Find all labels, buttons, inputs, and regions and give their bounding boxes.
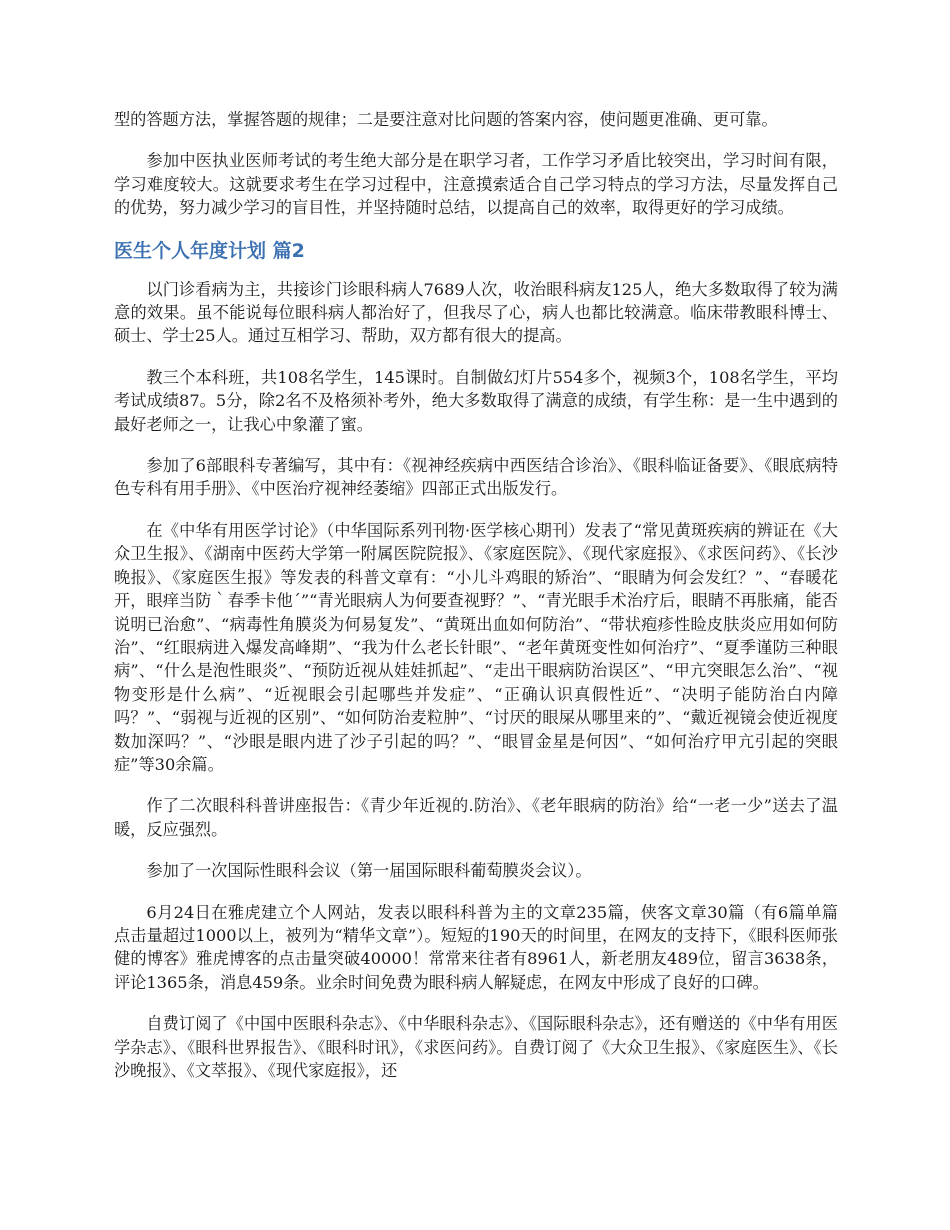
section-paragraph-4: 在《中华有用医学讨论》（中华国际系列刊物·医学核心期刊）发表了“常见黄斑疾病的辨证在《大众卫生报》、《湖南中医药大学第一附属医院院报》、《家庭医院》、《现代家庭报》、《求医问药》、《长沙晚报》、《家庭医生报》等发表的科普文章有：“小儿斗鸡眼的矫治”、“眼睛为何会发红？”、“春暖花开，眼痒当防｀春季卡他´”“青光眼病人为何要查视野？”、“青光眼手术治疗后，眼睛不再胀痛，能否说明已治愈”、“病毒性角膜炎为何易复发”、“黄斑出血如何防治”、“带状疱疹性睑皮肤炎应用如何防治”、“红眼病进入爆发高峰期”、“我为什么老长针眼”、“老年黄斑变性如何治疗”、“夏季谨防三种眼病”、“什么是泡性眼炎”、“预防近视从娃娃抓起”、“走出干眼病防治误区”、“甲亢突眼怎么治”、“视物变形是什么病”、“近视眼会引起哪些并发症”、“正确认识真假性近”、“决明子能防治白内障吗？”、“弱视与近视的区别”、“如何防治麦粒肿”、“讨厌的眼屎从哪里来的”、“戴近视镜会使近视度数加深吗？”、“沙眼是眼内进了沙子引起的吗？”、“眼冒金星是何因”、“如何治疗甲亢引起的突眼症”等30余篇。: [114, 520, 838, 774]
intro-paragraph-2: 参加中医执业医师考试的考生绝大部分是在职学习者，工作学习矛盾比较突出，学习时间有限，学习难度较大。这就要求考生在学习过程中，注意摸索适合自己学习特点的学习方法，尽量发挥自己的优势，努力减少学习的盲目性，并坚持随时总结，以提高自己的效率，取得更好的学习成绩。: [114, 151, 838, 218]
section-paragraph-5: 作了二次眼科科普讲座报告：《青少年近视的.防治》、《老年眼病的防治》给“一老一少”送去了温暖，反应强烈。: [114, 796, 838, 839]
section-heading: 医生个人年度计划 篇2: [114, 239, 305, 262]
section-paragraph-7: 6月24日在雅虎建立个人网站，发表以眼科科普为主的文章235篇，侠客文章30篇（有6篇单篇点击量超过1000以上，被列为“精华文章”）。短短的190天的时间里，在网友的支持下，《眼科医师张健的博客》雅虎博客的点击量突破40000！常常来往者有8961人，新老朋友489位，留言3638条，评论1365条，消息459条。业余时间免费为眼科病人解疑虑，在网友中形成了良好的口碑。: [114, 902, 838, 992]
intro-paragraph-1: 型的答题方法，掌握答题的规律；二是要注意对比问题的答案内容，使问题更准确、更可靠。: [114, 110, 778, 129]
section-paragraph-2: 教三个本科班，共108名学生，145课时。自制做幻灯片554多个，视频3个，108名学生，平均考试成绩87。5分，除2名不及格须补考外，绝大多数取得了满意的成绩，有学生称：是一生中遇到的最好老师之一，让我心中象灌了蜜。: [114, 367, 838, 434]
section-paragraph-3: 参加了6部眼科专著编写，其中有：《视神经疾病中西医结合诊治》、《眼科临证备要》、《眼底病特色专科有用手册》、《中医治疗视神经萎缩》四部正式出版发行。: [114, 456, 838, 499]
section-paragraph-8: 自费订阅了《中国中医眼科杂志》、《中华眼科杂志》、《国际眼科杂志》，还有赠送的《中华有用医学杂志》、《眼科世界报告》、《眼科时讯》，《求医问药》。自费订阅了《大众卫生报》、《家庭医生》、《长沙晚报》、《文萃报》、《现代家庭报》，还: [114, 1014, 838, 1080]
section-paragraph-1: 以门诊看病为主，共接诊门诊眼科病人7689人次，收治眼科病友125人，绝大多数取得了较为满意的效果。虽不能说每位眼科病人都治好了，但我尽了心，病人也都比较满意。临床带教眼科博士、硕士、学士25人。通过互相学习、帮助，双方都有很大的提高。: [114, 279, 838, 346]
section-paragraph-6: 参加了一次国际性眼科会议（第一届国际眼科葡萄膜炎会议）。: [146, 861, 592, 881]
